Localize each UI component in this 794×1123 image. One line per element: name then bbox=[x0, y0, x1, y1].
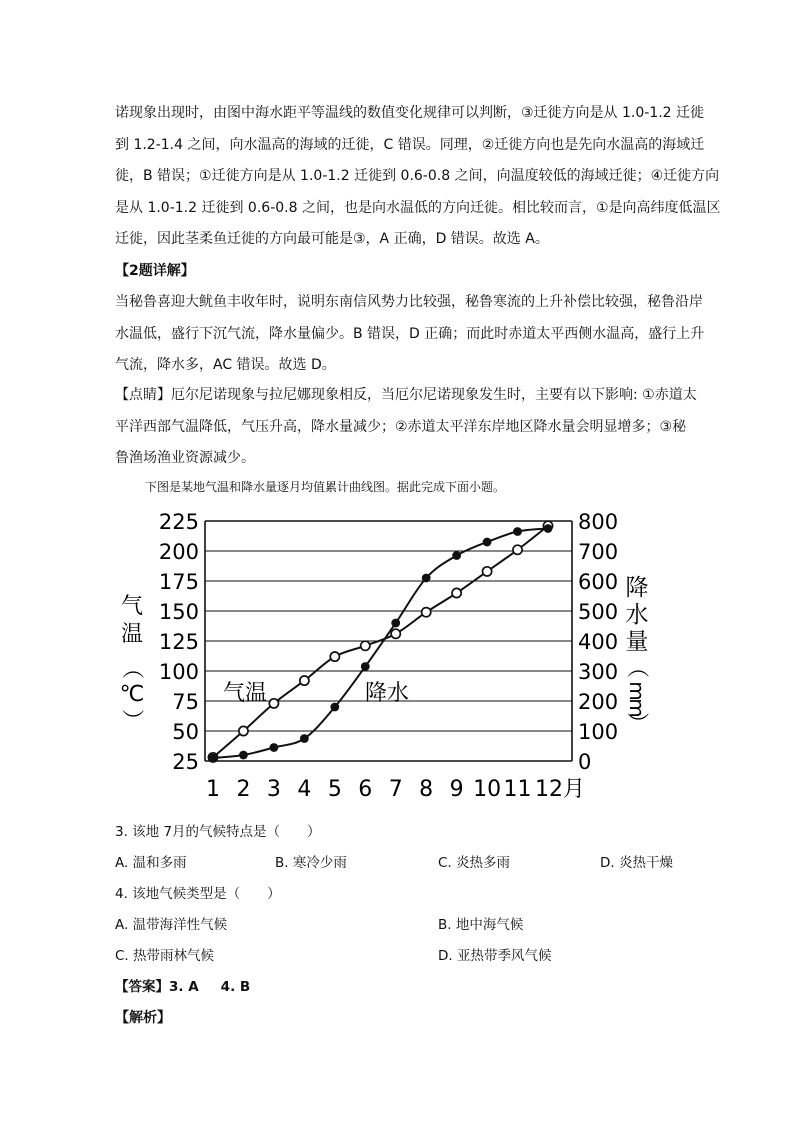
right-tick-label: 0 bbox=[578, 750, 592, 774]
precipitation-point bbox=[209, 754, 218, 763]
q4-stem: 4. 该地气候类型是（ ） bbox=[115, 886, 281, 902]
right-axis-title-char: m bbox=[625, 698, 649, 718]
x-tick-label: 5 bbox=[327, 777, 342, 802]
text-line: 气流，降水多，AC 错误。故选 D。 bbox=[115, 357, 336, 374]
option-letter: B. bbox=[275, 855, 289, 871]
left-tick-label: 75 bbox=[172, 690, 199, 714]
precipitation-point bbox=[391, 619, 400, 628]
text-line: 诺现象出现时，由图中海水距平等温线的数值变化规律可以判断，③迁徙方向是从 1.0-1.2 迁徙 bbox=[115, 105, 705, 121]
series-line-temperature bbox=[213, 526, 548, 758]
left-tick-label: 125 bbox=[158, 630, 199, 654]
temperature-point bbox=[452, 588, 461, 597]
option-letter: A. bbox=[115, 855, 129, 871]
x-tick-label: 2 bbox=[236, 777, 251, 802]
right-axis-title-char: m bbox=[625, 681, 649, 701]
option-text: 炎热干燥 bbox=[618, 855, 673, 871]
right-axis-title-char: 水 bbox=[625, 602, 649, 628]
q3-stem: 3. 该地 7月的气候特点是（ ） bbox=[115, 824, 321, 840]
intro-paragraph bbox=[115, 98, 721, 256]
left-tick-label: 25 bbox=[172, 750, 199, 774]
text-line: 当秘鲁喜迎大鱿鱼丰收年时，说明东南信风势力比较强，秘鲁寒流的上升补偿比较强，秘鲁沿岸 bbox=[115, 294, 703, 310]
left-tick-label: 50 bbox=[172, 720, 199, 744]
x-tick-label: 8 bbox=[419, 777, 434, 802]
climate-chart bbox=[110, 505, 649, 815]
x-tick-label: 7 bbox=[388, 777, 403, 802]
option-letter: D. bbox=[600, 855, 615, 871]
temperature-point bbox=[361, 641, 370, 650]
precipitation-point bbox=[330, 703, 339, 712]
left-tick-label: 150 bbox=[158, 600, 199, 624]
left-tick-label: 175 bbox=[158, 570, 199, 594]
right-tick-label: 100 bbox=[578, 720, 619, 744]
x-tick-label: 10 bbox=[473, 777, 502, 802]
right-axis-title-char: ） bbox=[624, 711, 649, 735]
q3-option-c bbox=[438, 851, 510, 871]
q3-option-b bbox=[275, 851, 347, 871]
left-tick-label: 100 bbox=[158, 660, 199, 684]
x-tick-label: 9 bbox=[449, 777, 464, 802]
right-tick-label: 500 bbox=[578, 600, 619, 624]
right-tick-label: 800 bbox=[578, 510, 619, 534]
left-axis-title-char: ） bbox=[119, 708, 144, 732]
right-axis-title-char: （ bbox=[624, 655, 649, 679]
x-tick-label: 1 bbox=[206, 777, 220, 802]
precipitation-point bbox=[544, 524, 553, 533]
temperature-point bbox=[513, 545, 522, 554]
left-axis-title-char: 气 bbox=[120, 594, 144, 619]
text-line: 平洋西部气温降低，气压升高，降水量减少；②赤道太平洋东岸地区降水量会明显增多；③秘 bbox=[115, 418, 687, 435]
temperature-point bbox=[330, 652, 339, 661]
left-axis-title-char: 温 bbox=[120, 622, 144, 647]
right-tick-label: 700 bbox=[578, 540, 619, 564]
answer-label: 【答案】 bbox=[115, 979, 169, 995]
precipitation-point bbox=[300, 734, 309, 743]
q4-option-a bbox=[115, 913, 227, 933]
option-text: 热带雨林气候 bbox=[133, 948, 215, 964]
option-letter: B. bbox=[438, 917, 452, 933]
answer-item: 4. B bbox=[220, 979, 251, 995]
option-letter: C. bbox=[438, 855, 452, 871]
right-tick-label: 200 bbox=[578, 690, 619, 714]
q3-option-a bbox=[115, 851, 187, 871]
q2-paragraph bbox=[115, 287, 705, 382]
x-tick-label: 3 bbox=[266, 777, 281, 802]
option-letter: C. bbox=[115, 948, 129, 964]
q4-option-b bbox=[438, 913, 523, 933]
temperature-point bbox=[300, 676, 309, 685]
option-text: 温带海洋性气候 bbox=[132, 917, 228, 933]
left-tick-label: 225 bbox=[158, 510, 199, 534]
right-axis-title-char: 降 bbox=[625, 575, 649, 601]
option-text: 炎热多雨 bbox=[456, 855, 511, 871]
precipitation-point bbox=[452, 551, 461, 560]
temperature-point bbox=[269, 699, 278, 708]
text-line: 水温低，盛行下沉气流，降水量偏少。B 错误，D 正确；而此时赤道太平西侧水温高，盛行上升 bbox=[115, 325, 705, 342]
text-line: 迁徙，因此茎柔鱼迁徙的方向最可能是③，A 正确，D 错误。故选 A。 bbox=[115, 231, 549, 248]
right-tick-label: 600 bbox=[578, 570, 619, 594]
precipitation-point bbox=[270, 743, 279, 752]
precipitation-point bbox=[239, 751, 248, 760]
option-text: 寒冷少雨 bbox=[292, 855, 347, 871]
q2-heading: 【2题详解】 bbox=[115, 263, 195, 279]
figure-caption: 下图是某地气温和降水量逐月均值累计曲线图。据此完成下面小题。 bbox=[145, 480, 506, 494]
precipitation-point bbox=[513, 527, 522, 536]
left-axis-title-char: ℃ bbox=[119, 682, 145, 707]
precipitation-point bbox=[422, 574, 431, 583]
answer-line bbox=[115, 975, 250, 995]
option-letter: D. bbox=[438, 948, 453, 964]
text-line: 是从 1.0-1.2 迁徙到 0.6-0.8 之间，也是向水温低的方向迁徙。相比较而言，①是向高纬度低温区 bbox=[115, 199, 721, 216]
answer-item: 3. A bbox=[169, 979, 199, 995]
left-tick-label: 200 bbox=[158, 540, 199, 564]
option-text: 温和多雨 bbox=[132, 855, 187, 871]
option-letter: A. bbox=[115, 917, 129, 933]
right-tick-label: 300 bbox=[578, 660, 619, 684]
left-axis-title-char: （ bbox=[119, 656, 144, 680]
text-line: 徙，B 错误；①迁徙方向是从 1.0-1.2 迁徙到 0.6-0.8 之间，向温度较低的海域迁徙；④迁徙方向 bbox=[115, 168, 720, 185]
x-tick-label: 6 bbox=[358, 777, 373, 802]
x-tick-label: 4 bbox=[297, 777, 312, 802]
precipitation-point bbox=[361, 662, 370, 671]
text-line: 鲁渔场渔业资源减少。 bbox=[115, 450, 255, 467]
analysis-label: 【解析】 bbox=[115, 1010, 171, 1026]
temperature-point bbox=[422, 608, 431, 617]
series-label-precipitation: 降水 bbox=[365, 681, 410, 706]
temperature-point bbox=[391, 629, 400, 638]
temperature-point bbox=[482, 567, 491, 576]
q4-option-c bbox=[115, 944, 214, 964]
x-tick-label: 11 bbox=[503, 777, 532, 802]
tip-paragraph bbox=[115, 380, 700, 475]
option-text: 地中海气候 bbox=[455, 917, 524, 933]
text-line: 【点睛】厄尔尼诺现象与拉尼娜现象相反，当厄尔尼诺现象发生时，主要有以下影响: ①赤道太 bbox=[115, 387, 697, 403]
q3-option-d bbox=[600, 851, 673, 871]
series-label-temperature: 气温 bbox=[223, 681, 268, 706]
x-tick-label: 12月 bbox=[535, 777, 585, 802]
option-text: 亚热带季风气候 bbox=[456, 948, 552, 964]
q4-option-d bbox=[438, 944, 551, 964]
precipitation-point bbox=[483, 538, 492, 547]
text-line: 到 1.2-1.4 之间，向水温高的海域的迁徙，C 错误。同理，②迁徙方向也是先向水温高的海域迁 bbox=[115, 136, 705, 153]
temperature-point bbox=[239, 726, 248, 735]
right-tick-label: 400 bbox=[578, 630, 619, 654]
right-axis-title-char: 量 bbox=[625, 629, 649, 655]
